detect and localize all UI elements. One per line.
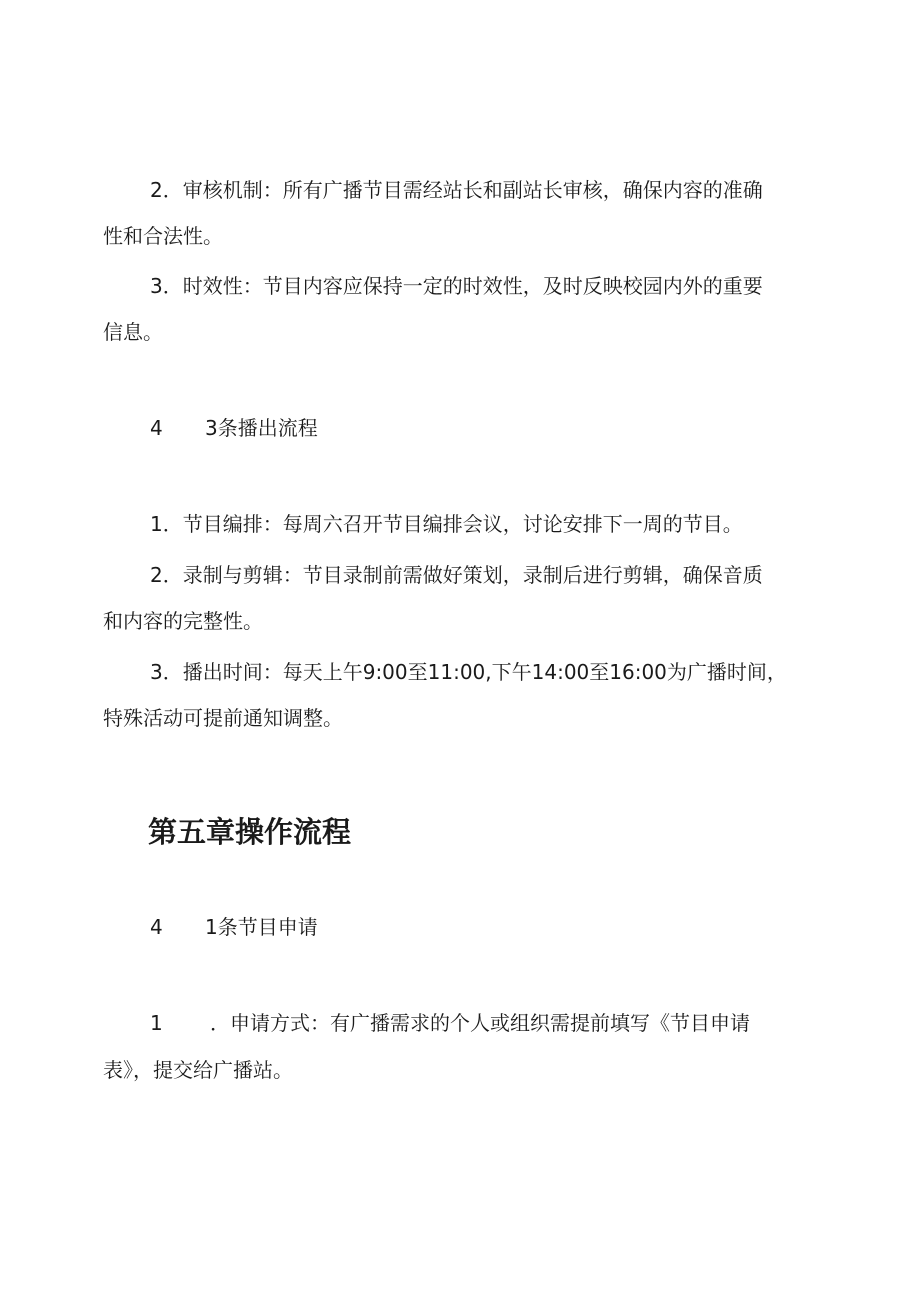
paragraph-flow-3-line2: 特殊活动可提前通知调整。 [103,706,343,730]
section-number: 4 [150,915,163,939]
paragraph-apply-line2: 表》，提交给广播站。 [103,1058,293,1082]
paragraph-apply-number: 1 [150,1011,163,1035]
paragraph-review-3-line2: 信息。 [103,320,163,344]
paragraph-flow-2-line2: 和内容的完整性。 [103,609,263,633]
section-number: 4 [150,416,163,440]
paragraph-apply-line1: ．申请方式：有广播需求的个人或组织需提前填写《节目申请 [210,1011,750,1035]
section-title: 3条播出流程 [205,416,318,440]
paragraph-review-2-line2: 性和合法性。 [103,224,223,248]
paragraph-review-3-line1: 3．时效性：节目内容应保持一定的时效性，及时反映校园内外的重要 [150,274,763,298]
paragraph-flow-2-line1: 2．录制与剪辑：节目录制前需做好策划，录制后进行剪辑，确保音质 [150,563,763,587]
paragraph-flow-1: 1．节目编排：每周六召开节目编排会议，讨论安排下一周的节目。 [150,512,743,536]
paragraph-review-2-line1: 2．审核机制：所有广播节目需经站长和副站长审核，确保内容的准确 [150,178,763,202]
paragraph-flow-3-line1: 3．播出时间：每天上午9:00至11:00,下午14:00至16:00为广播时间， [150,660,787,684]
section-title: 1条节目申请 [205,915,318,939]
chapter-heading: 第五章操作流程 [148,815,352,849]
